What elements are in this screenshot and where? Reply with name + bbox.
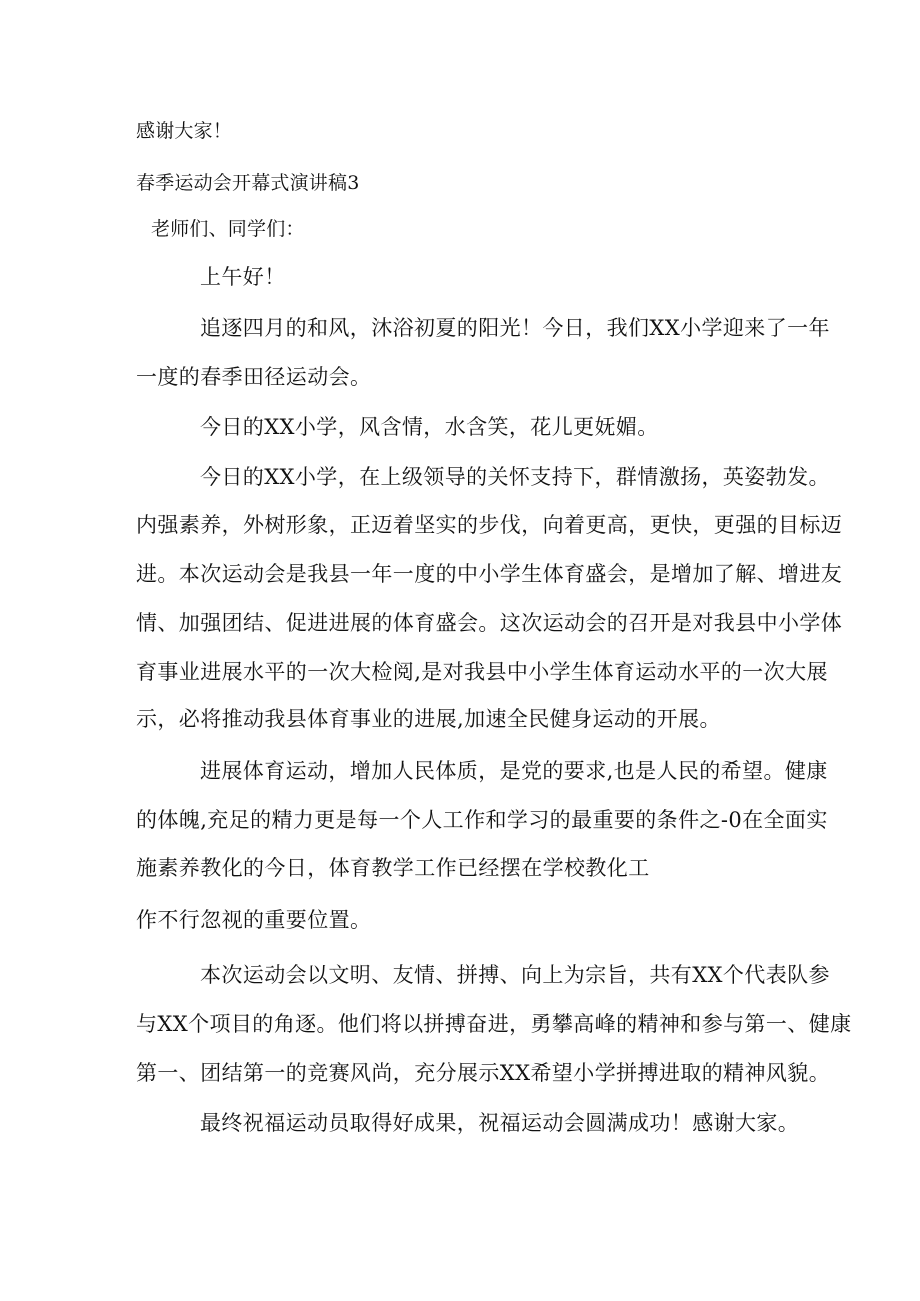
paragraph-5-line-3: 第一、团结第一的竞赛风尚，充分展示XX希望小学拼搏进取的精神风貌。 [136, 1061, 831, 1085]
speech-title: 春季运动会开幕式演讲稿3 [136, 172, 360, 194]
paragraph-5-line-2: 与XX个项目的角逐。他们将以拼搏奋进，勇攀高峰的精神和参与第一、健康 [136, 1012, 852, 1036]
paragraph-3-line-4: 情、加强团结、促进进展的体育盛会。这次运动会的召开是对我县中小学体 [136, 611, 843, 635]
paragraph-4-line-3: 施素养教化的今日，体育教学工作已经摆在学校教化工 [136, 856, 650, 880]
paragraph-3-line-2: 内强素养，外树形象，正迈着坚实的步伐，向着更高，更快，更强的目标迈 [136, 513, 843, 537]
paragraph-5-line-1: 本次运动会以文明、友情、拼搏、向上为宗旨，共有XX个代表队参 [200, 963, 830, 987]
paragraph-4-line-1: 进展体育运动，增加人民体质，是党的要求,也是人民的希望。健康 [200, 759, 828, 783]
paragraph-2-line-1: 今日的XX小学，风含情，水含笑，花儿更妩媚。 [200, 415, 659, 439]
paragraph-4-line-4: 作不行忽视的重要位置。 [136, 908, 372, 932]
paragraph-3-line-6: 示，必将推动我县体育事业的进展,加速全民健身运动的开展。 [136, 707, 721, 731]
salutation: 老师们、同学们： [151, 218, 305, 240]
paragraph-1-line-2: 一度的春季田径运动会。 [136, 365, 372, 389]
closing-previous-speech: 感谢大家！ [136, 120, 233, 142]
paragraph-1-line-1: 追逐四月的和风，沐浴初夏的阳光！今日，我们XX小学迎来了一年 [200, 316, 830, 340]
greeting: 上午好！ [200, 265, 286, 289]
paragraph-4-line-2: 的体魄,充足的精力更是每一个人工作和学习的最重要的条件之-0在全面实 [136, 808, 828, 832]
paragraph-3-line-3: 进。本次运动会是我县一年一度的中小学生体育盛会，是增加了解、增进友 [136, 562, 843, 586]
paragraph-6-line-1: 最终祝福运动员取得好成果，祝福运动会圆满成功！感谢大家。 [200, 1111, 800, 1135]
paragraph-3-line-5: 育事业进展水平的一次大检阅,是对我县中小学生体育运动水平的一次大展 [136, 660, 828, 684]
paragraph-3-line-1: 今日的XX小学，在上级领导的关怀支持下，群情激扬，英姿勃发。 [200, 465, 830, 489]
